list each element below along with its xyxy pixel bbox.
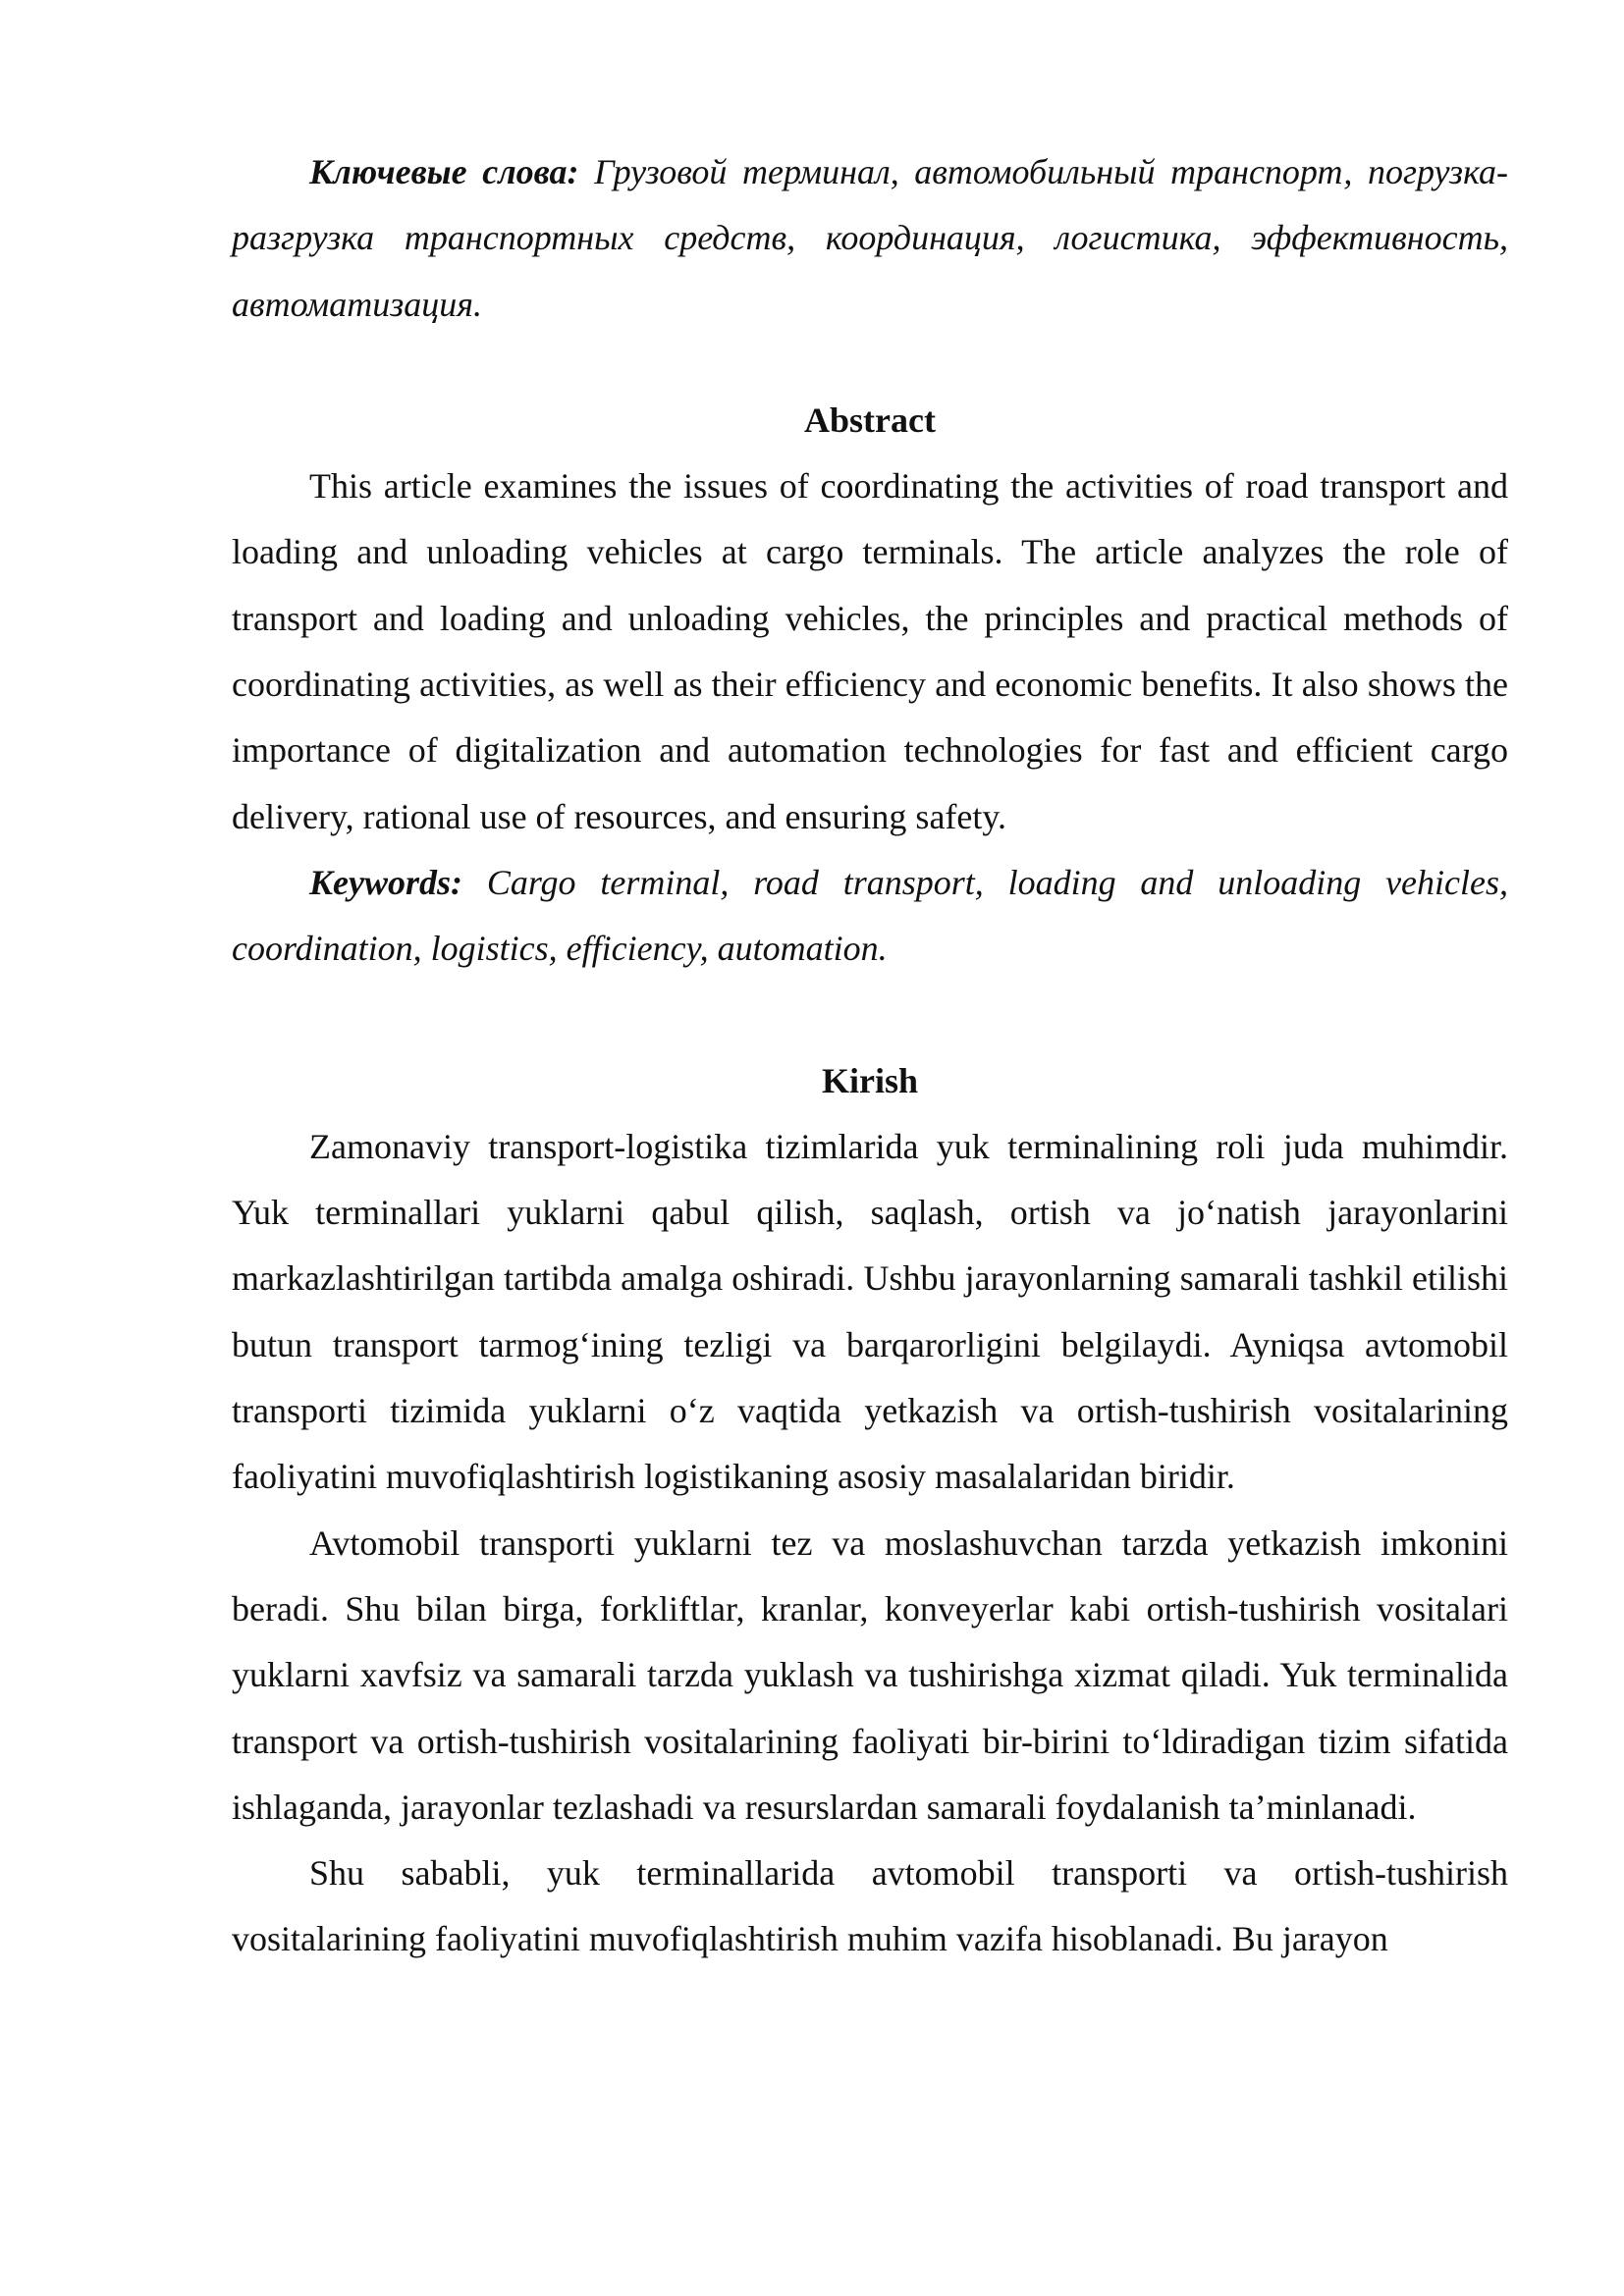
en-keywords-label: Keywords:	[309, 862, 462, 902]
ru-keywords-text: Грузовой терминал, автомобильный транспорт, погрузка-разгрузка транспортных средств, координация, логистика, эффективность, автоматизация.	[232, 152, 1509, 324]
ru-keywords-paragraph	[232, 139, 1508, 338]
en-keywords-paragraph	[232, 850, 1508, 983]
kirish-paragraph-2: Avtomobil transporti yuklarni tez va moslashuvchan tarzda yetkazish imkonini beradi. Shu bilan birga, forkliftlar, kranlar, konveyerlar kabi ortish-tushirish vositalari yuklarni xavfsiz va samarali tarzda yuklash va tushirishga xizmat qiladi. Yuk terminalida transport va ortish-tushirish vositalarining faoliyati bir-birini to‘ldiradigan tizim sifatida ishlaganda, jarayonlar tezlashadi va resurslardan samarali foydalanish ta’minlanadi.	[232, 1522, 1508, 1827]
kirish-heading: Kirish	[821, 1060, 918, 1100]
kirish-paragraph-1: Zamonaviy transport-logistika tizimlarida yuk terminalining roli juda muhimdir. Yuk terminallari yuklarni qabul qilish, saqlash, ortish va jo‘natish jarayonlarini markazlashtirilgan tartibda amalga oshiradi. Ushbu jarayonlarning samarali tashkil etilishi butun transport tarmog‘ining tezligi va barqarorligini belgilaydi. Ayniqsa avtomobil transporti tizimida yuklarni o‘z vaqtida yetkazish va ortish-tushirish vositalarining faoliyatini muvofiqlashtirish logistikaning asosiy masalalaridan biridir.	[232, 1126, 1508, 1497]
spacer	[232, 983, 1508, 1048]
kirish-paragraph-3: Shu sababli, yuk terminallarida avtomobil transporti va ortish-tushirish vositalarining faoliyatini muvofiqlashtirish muhim vazifa hisoblanadi. Bu jarayon	[232, 1853, 1508, 1959]
spacer	[232, 338, 1508, 388]
en-keywords-text: Cargo terminal, road transport, loading and unloading vehicles, coordination, logistics, efficiency, automation.	[232, 862, 1509, 969]
ru-keywords-label: Ключевые слова:	[309, 152, 579, 191]
abstract-heading: Abstract	[804, 400, 936, 440]
article-body	[232, 139, 1508, 1973]
abstract-paragraph: This article examines the issues of coordinating the activities of road transport and loading and unloading vehicles at cargo terminals. The article analyzes the role of transport and loading and unloading vehicles, the principles and practical methods of coordinating activities, as well as their efficiency and economic benefits. It also shows the importance of digitalization and automation technologies for fast and efficient cargo delivery, rational use of resources, and ensuring safety.	[232, 466, 1508, 836]
